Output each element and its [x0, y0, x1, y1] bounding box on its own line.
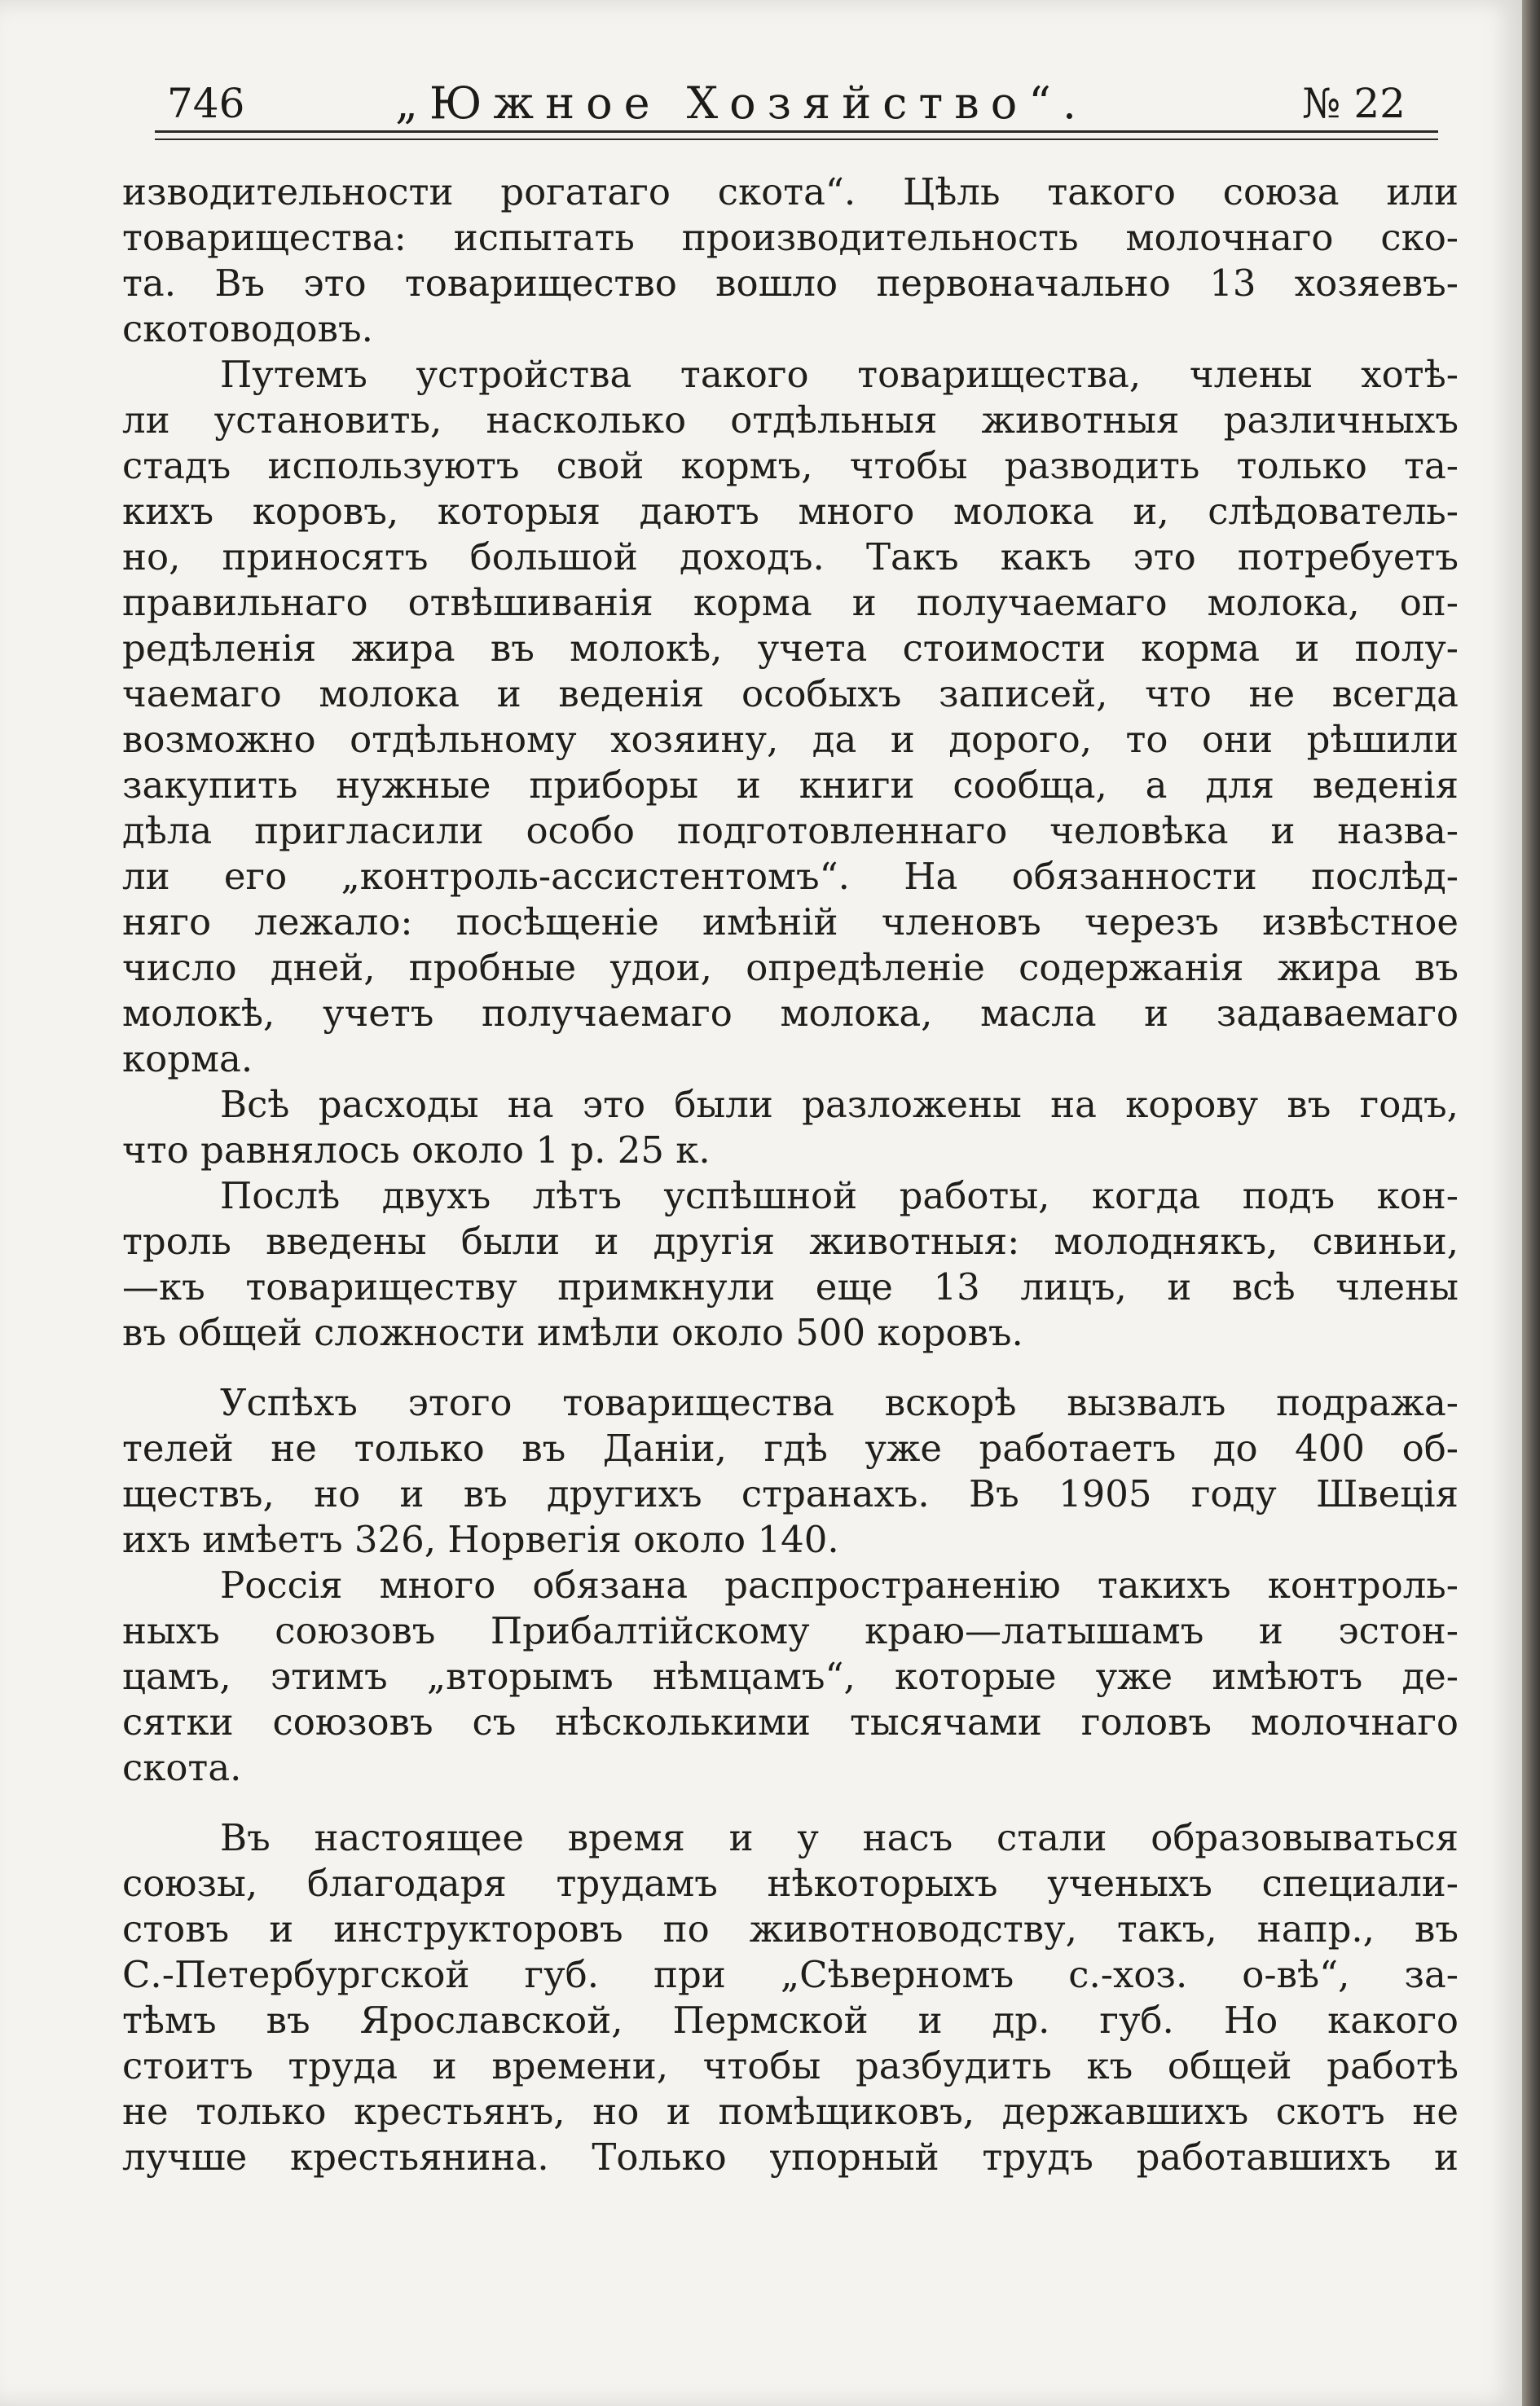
text-line: С.-Петербургской губ. при „Сѣверномъ с.-хоз. о-вѣ“, за-	[122, 1953, 1459, 1996]
text-line: но, приносятъ большой доходъ. Такъ какъ это потребуетъ	[122, 535, 1459, 578]
text-line: возможно отдѣльному хозяину, да и дорого, то они рѣшили	[122, 718, 1459, 761]
text-line: молокѣ, учетъ получаемаго молока, масла и задаваемаго	[122, 992, 1459, 1035]
header-rule-secondary	[155, 139, 1438, 140]
running-head	[167, 75, 1438, 132]
text-line: Россія много обязана распространенію такихъ контроль-	[220, 1564, 1459, 1607]
text-line: кихъ коровъ, которыя даютъ много молока и, слѣдователь-	[122, 490, 1459, 533]
text-line: не только крестьянъ, но и помѣщиковъ, державшихъ скотъ не	[122, 2090, 1459, 2133]
text-line: лучше крестьянина. Только упорный трудъ работавшихъ и	[122, 2135, 1459, 2179]
text-line: Успѣхъ этого товарищества вскорѣ вызвалъ подража-	[220, 1381, 1459, 1424]
text-line: Въ настоящее время и у насъ стали образовываться	[220, 1816, 1459, 1859]
text-line: цамъ, этимъ „вторымъ нѣмцамъ“, которые уже имѣютъ де-	[122, 1655, 1459, 1698]
text-line: что равнялось около 1 р. 25 к.	[122, 1128, 711, 1172]
text-line: няго лежало: посѣщеніе имѣній членовъ черезъ извѣстное	[122, 900, 1459, 943]
text-line: въ общей сложности имѣли около 500 коровъ.	[122, 1311, 1023, 1354]
text-line: закупить нужные приборы и книги сообща, а для веденія	[122, 763, 1459, 807]
text-line: ныхъ союзовъ Прибалтійскому краю—латышамъ и эстон-	[122, 1609, 1459, 1652]
text-line: Путемъ устройства такого товарищества, члены хотѣ-	[220, 353, 1459, 396]
text-line: скота.	[122, 1746, 242, 1789]
text-line: ществъ, но и въ другихъ странахъ. Въ 1905 году Швеція	[122, 1472, 1459, 1515]
text-line: та. Въ это товарищество вошло первоначально 13 хозяевъ-	[122, 262, 1459, 305]
text-line: стовъ и инструкторовъ по животноводству, такъ, напр., въ	[122, 1907, 1459, 1951]
text-line: скотоводовъ.	[122, 307, 373, 350]
text-line: ли его „контроль-ассистентомъ“. На обязанности послѣд-	[122, 855, 1459, 898]
text-line: стоитъ труда и времени, чтобы разбудить къ общей работѣ	[122, 2044, 1459, 2087]
text-line: ли установить, насколько отдѣльныя животныя различныхъ	[122, 398, 1459, 442]
text-line: правильнаго отвѣшиванія корма и получаемаго молока, оп-	[122, 581, 1459, 624]
paragraph-gap	[122, 1356, 1459, 1380]
text-line: Всѣ расходы на это были разложены на корову въ годъ,	[220, 1083, 1459, 1126]
text-line: Послѣ двухъ лѣтъ успѣшной работы, когда подъ кон-	[220, 1174, 1459, 1217]
page-number: 746	[167, 80, 245, 127]
text-line: корма.	[122, 1037, 253, 1080]
text-line: ихъ имѣетъ 326, Норвегія около 140.	[122, 1518, 839, 1561]
article-body	[122, 169, 1459, 2180]
header-rule	[155, 130, 1438, 133]
text-line: —къ товариществу примкнули еще 13 лицъ, и всѣ члены	[122, 1265, 1459, 1309]
text-line: союзы, благодаря трудамъ нѣкоторыхъ ученыхъ специали-	[122, 1862, 1459, 1905]
text-line: число дней, пробные удои, опредѣленіе содержанія жира въ	[122, 946, 1459, 989]
journal-title: „Южное Хозяйство“.	[395, 77, 1088, 129]
text-line: изводительности рогатаго скота“. Цѣль такого союза или	[122, 170, 1459, 213]
text-line: товарищества: испытать производительность молочнаго ско-	[122, 216, 1459, 259]
page-edge-shadow	[1522, 0, 1540, 2406]
text-line: тѣмъ въ Ярославской, Пермской и др. губ. Но какого	[122, 1999, 1459, 2042]
text-line: редѣленія жира въ молокѣ, учета стоимости корма и полу-	[122, 627, 1459, 670]
issue-number: № 22	[1302, 80, 1406, 127]
text-line: телей не только въ Даніи, гдѣ уже работаетъ до 400 об-	[122, 1427, 1459, 1470]
text-line: чаемаго молока и веденія особыхъ записей, что не всегда	[122, 672, 1459, 715]
text-line: дѣла пригласили особо подготовленнаго человѣка и назва-	[122, 809, 1459, 852]
text-line: сятки союзовъ съ нѣсколькими тысячами головъ молочнаго	[122, 1700, 1459, 1744]
text-line: троль введены были и другія животныя: молоднякъ, свиньи,	[122, 1220, 1459, 1263]
text-line: стадъ используютъ свой кормъ, чтобы разводить только та-	[122, 444, 1459, 487]
paragraph-gap	[122, 1791, 1459, 1815]
